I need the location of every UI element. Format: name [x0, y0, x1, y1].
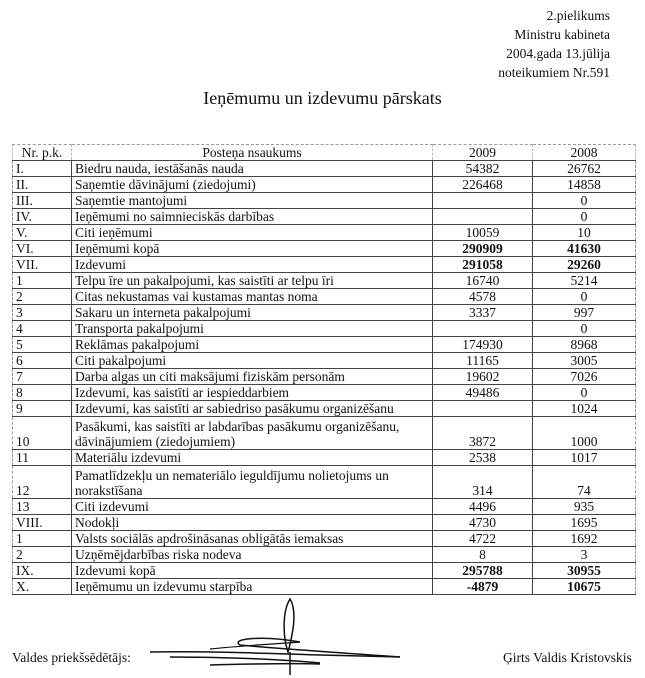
row-name: Uzņēmējdarbības riska nodeva	[72, 547, 433, 563]
row-nr: 1	[13, 273, 72, 289]
row-nr: 7	[13, 369, 72, 385]
row-2009	[433, 193, 533, 209]
table-row-total	[13, 579, 636, 595]
row-2008: 3	[533, 547, 636, 563]
row-2008: 10675	[533, 579, 636, 595]
row-nr: 9	[13, 401, 72, 417]
header-2008: 2008	[533, 145, 636, 161]
table-row	[13, 369, 636, 385]
row-nr: VI.	[13, 241, 72, 257]
row-2008: 0	[533, 321, 636, 337]
row-2008: 7026	[533, 369, 636, 385]
table-row	[13, 466, 636, 499]
row-name: Citi ieņēmumi	[72, 225, 433, 241]
row-2008: 0	[533, 289, 636, 305]
table-row	[13, 337, 636, 353]
income-expense-table	[12, 144, 636, 595]
row-nr: 3	[13, 305, 72, 321]
row-name: Materiālu izdevumi	[72, 450, 433, 466]
row-2009	[433, 401, 533, 417]
row-2008: 74	[533, 466, 636, 499]
row-name: Saņemtie mantojumi	[72, 193, 433, 209]
table-row	[13, 161, 636, 177]
row-2009	[433, 209, 533, 225]
table-row	[13, 321, 636, 337]
row-name: Izdevumi, kas saistīti ar sabiedriso pasākumu organizēšanu	[72, 401, 433, 417]
row-2009: 174930	[433, 337, 533, 353]
table-row	[13, 450, 636, 466]
table-row	[13, 417, 636, 450]
row-name: Citas nekustamas vai kustamas mantas noma	[72, 289, 433, 305]
row-nr: 12	[13, 466, 72, 499]
row-name: Sakaru un interneta pakalpojumi	[72, 305, 433, 321]
row-2008: 29260	[533, 257, 636, 273]
row-nr: 13	[13, 499, 72, 515]
row-2008: 10	[533, 225, 636, 241]
row-name: Telpu īre un pakalpojumi, kas saistīti ar telpu īri	[72, 273, 433, 289]
row-name: Pamatlīdzekļu un nemateriālo ieguldījumu nolietojums un norakstīšana	[72, 466, 433, 499]
table-row	[13, 499, 636, 515]
row-2008: 935	[533, 499, 636, 515]
row-name: Transporta pakalpojumi	[72, 321, 433, 337]
row-name: Ieņēmumi no saimnieciskās darbības	[72, 209, 433, 225]
row-name: Izdevumi, kas saistīti ar iespieddarbiem	[72, 385, 433, 401]
header-name: Posteņa nsaukums	[72, 145, 433, 161]
signature-label: Valdes priekšsēdētājs:	[12, 650, 131, 665]
row-2008: 0	[533, 209, 636, 225]
row-2009: -4879	[433, 579, 533, 595]
row-name: Reklāmas pakalpojumi	[72, 337, 433, 353]
row-2008: 1000	[533, 417, 636, 450]
row-nr: 10	[13, 417, 72, 450]
row-2008: 3005	[533, 353, 636, 369]
row-2008: 8968	[533, 337, 636, 353]
row-2009: 3337	[433, 305, 533, 321]
row-nr: 2	[13, 289, 72, 305]
table-row	[13, 531, 636, 547]
row-2009: 16740	[433, 273, 533, 289]
row-2009: 10059	[433, 225, 533, 241]
row-2009: 314	[433, 466, 533, 499]
row-2009: 11165	[433, 353, 533, 369]
handwritten-signature	[140, 597, 430, 677]
row-2008: 0	[533, 193, 636, 209]
row-nr: 11	[13, 450, 72, 466]
table-row	[13, 401, 636, 417]
table-row	[13, 273, 636, 289]
row-nr: 8	[13, 385, 72, 401]
row-2008: 26762	[533, 161, 636, 177]
table-row-total	[13, 241, 636, 257]
row-nr: 6	[13, 353, 72, 369]
row-2008: 1692	[533, 531, 636, 547]
row-2008: 30955	[533, 563, 636, 579]
row-2008: 0	[533, 385, 636, 401]
row-2008: 997	[533, 305, 636, 321]
row-name: Nodokļi	[72, 515, 433, 531]
row-nr: IV.	[13, 209, 72, 225]
row-2008: 1695	[533, 515, 636, 531]
row-name: Ieņēmumi kopā	[72, 241, 433, 257]
row-2009: 290909	[433, 241, 533, 257]
row-2009: 8	[433, 547, 533, 563]
table-row	[13, 547, 636, 563]
row-2009: 19602	[433, 369, 533, 385]
row-2009: 4496	[433, 499, 533, 515]
row-nr: VIII.	[13, 515, 72, 531]
row-name: Darba algas un citi maksājumi fiziskām personām	[72, 369, 433, 385]
row-2009	[433, 321, 533, 337]
row-name: Izdevumi kopā	[72, 563, 433, 579]
row-2009: 4730	[433, 515, 533, 531]
table-row	[13, 289, 636, 305]
row-nr: V.	[13, 225, 72, 241]
table-row	[13, 209, 636, 225]
row-nr: X.	[13, 579, 72, 595]
header-nr: Nr. p.k.	[13, 145, 72, 161]
table-row	[13, 305, 636, 321]
annex-line: Ministru kabineta	[514, 27, 610, 42]
row-2008: 41630	[533, 241, 636, 257]
row-nr: III.	[13, 193, 72, 209]
row-2008: 1017	[533, 450, 636, 466]
table-row-total	[13, 257, 636, 273]
row-2008: 14858	[533, 177, 636, 193]
row-name: Citi izdevumi	[72, 499, 433, 515]
row-nr: I.	[13, 161, 72, 177]
header-2009: 2009	[433, 145, 533, 161]
table-row	[13, 385, 636, 401]
annex-reference	[498, 6, 610, 82]
row-name: Citi pakalpojumi	[72, 353, 433, 369]
row-nr: VII.	[13, 257, 72, 273]
row-name: Pasākumi, kas saistīti ar labdarības pasākumu organizēšanu, dāvinājumiem (ziedojumiem)	[72, 417, 433, 450]
table-row	[13, 177, 636, 193]
row-name: Biedru nauda, iestāšanās nauda	[72, 161, 433, 177]
row-name: Izdevumi	[72, 257, 433, 273]
page-title: Ieņēmumu un izdevumu pārskats	[203, 88, 442, 108]
row-2009: 4578	[433, 289, 533, 305]
row-nr: 5	[13, 337, 72, 353]
annex-line: noteikumiem Nr.591	[498, 65, 610, 80]
row-2009: 54382	[433, 161, 533, 177]
row-2009: 2538	[433, 450, 533, 466]
row-nr: 4	[13, 321, 72, 337]
row-nr: 1	[13, 531, 72, 547]
row-2008: 1024	[533, 401, 636, 417]
table-row-total	[13, 563, 636, 579]
row-2009: 4722	[433, 531, 533, 547]
table-row	[13, 225, 636, 241]
row-2009: 3872	[433, 417, 533, 450]
row-2009: 295788	[433, 563, 533, 579]
row-2009: 226468	[433, 177, 533, 193]
row-name: Ieņēmumu un izdevumu starpība	[72, 579, 433, 595]
row-nr: II.	[13, 177, 72, 193]
table-row	[13, 193, 636, 209]
row-2009: 49486	[433, 385, 533, 401]
annex-line: 2004.gada 13.jūlija	[506, 46, 610, 61]
table-row	[13, 515, 636, 531]
table-row	[13, 353, 636, 369]
row-name: Saņemtie dāvinājumi (ziedojumi)	[72, 177, 433, 193]
signatory-name: Ģirts Valdis Kristovskis	[503, 650, 632, 665]
row-name: Valsts sociālās apdrošināsanas obligātās iemaksas	[72, 531, 433, 547]
row-nr: IX.	[13, 563, 72, 579]
row-2008: 5214	[533, 273, 636, 289]
table-header-row	[13, 145, 636, 161]
row-nr: 2	[13, 547, 72, 563]
row-2009: 291058	[433, 257, 533, 273]
annex-line: 2.pielikums	[546, 8, 610, 23]
